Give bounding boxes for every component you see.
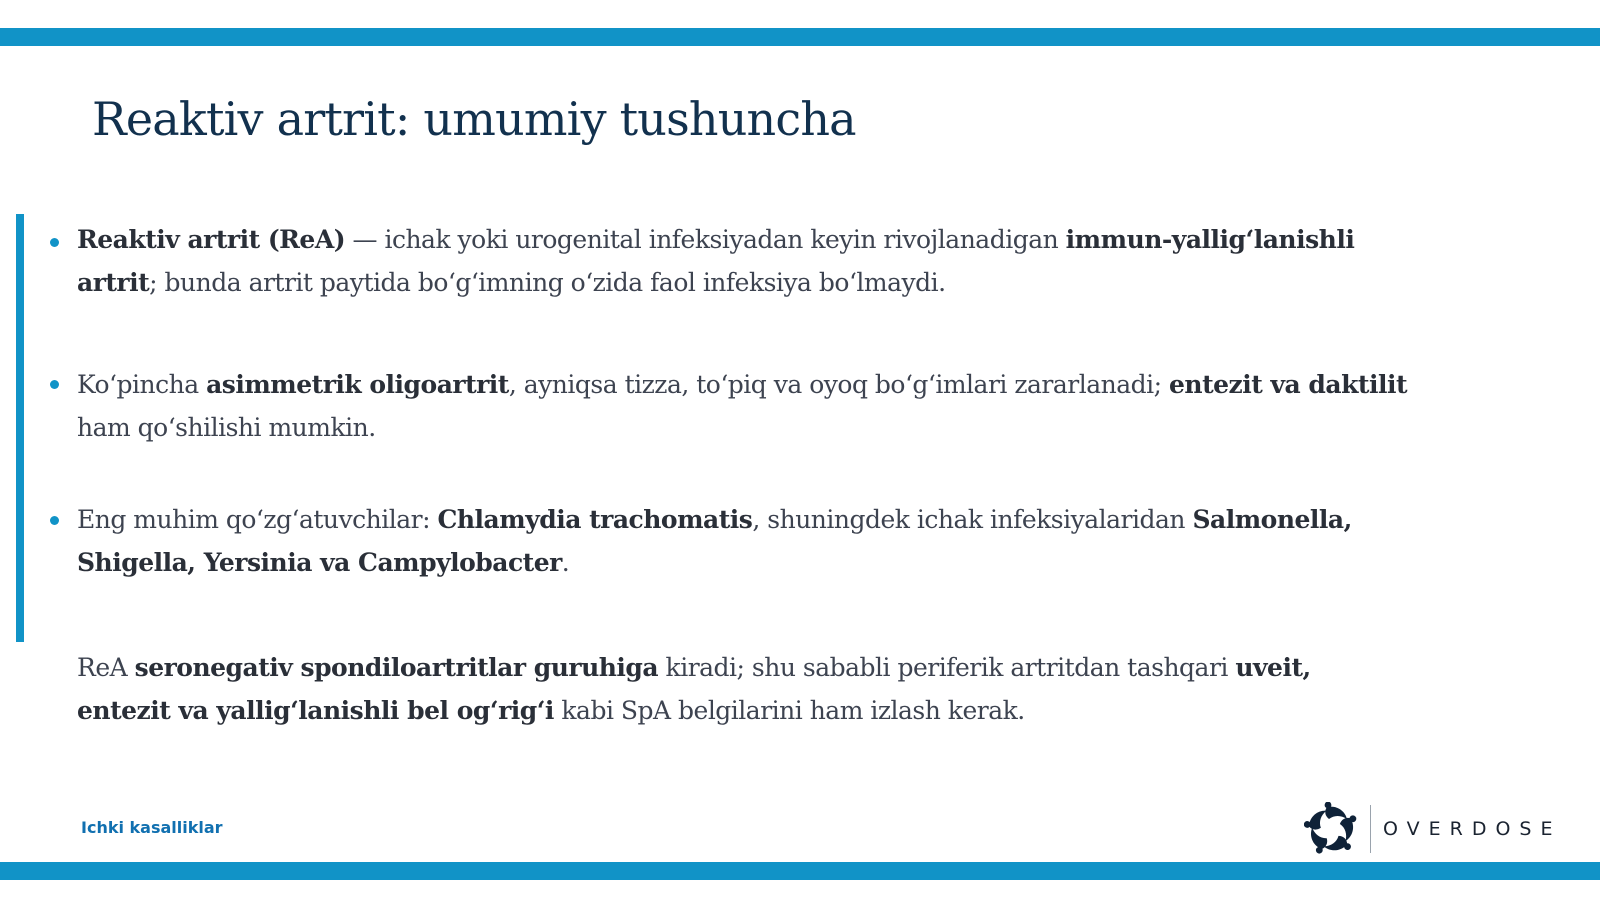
footer-category: Ichki kasalliklar bbox=[81, 818, 223, 837]
text-run: ; bunda artrit paytida bo‘g‘imning o‘zida faol infeksiya bo‘lmaydi. bbox=[149, 268, 946, 297]
bullet-dot-icon bbox=[50, 238, 59, 247]
bold-text: asimmetrik oligoartrit bbox=[206, 370, 509, 399]
text-run: , shuningdek ichak infeksiyalaridan bbox=[752, 505, 1193, 534]
bold-text: immun-yallig‘lanishli artrit bbox=[77, 225, 1355, 297]
bullet-dot-icon bbox=[50, 516, 59, 525]
logo-divider bbox=[1370, 805, 1371, 853]
bold-text: seronegativ spondiloartritlar guruhiga bbox=[134, 653, 659, 682]
bold-text: Chlamydia trachomatis bbox=[437, 505, 753, 534]
bold-text: Reaktiv artrit (ReA) bbox=[77, 225, 346, 254]
text-run: kabi SpA belgilarini ham izlash kerak. bbox=[553, 696, 1025, 725]
bullet-item bbox=[77, 363, 1407, 449]
bold-text: uveit, entezit va yallig‘lanishli bel og‘rig‘i bbox=[77, 653, 1311, 725]
text-run: . bbox=[561, 548, 570, 577]
bullet-item bbox=[77, 218, 1407, 304]
text-run: ham qo‘shilishi mumkin. bbox=[77, 413, 376, 442]
text-run: ReA bbox=[77, 653, 135, 682]
left-accent-bar bbox=[16, 214, 24, 642]
overdose-logo-icon bbox=[1304, 802, 1358, 856]
bold-text: Salmonella, Shigella, Yersinia va Campylobacter bbox=[77, 505, 1352, 577]
brand-name: OVERDOSE bbox=[1383, 818, 1562, 840]
text-run: , ayniqsa tizza, to‘piq va oyoq bo‘g‘imlari zararlanadi; bbox=[508, 370, 1169, 399]
text-run: kiradi; shu sababli periferik artritdan tashqari bbox=[658, 653, 1236, 682]
bullet-item bbox=[77, 498, 1407, 584]
bottom-accent-band bbox=[0, 862, 1600, 880]
bold-text: entezit va daktilit bbox=[1169, 370, 1407, 399]
bullet-dot-icon bbox=[50, 380, 59, 389]
slide-title: Reaktiv artrit: umumiy tushuncha bbox=[92, 92, 856, 146]
text-run: Eng muhim qo‘zg‘atuvchilar: bbox=[77, 505, 438, 534]
summary-note bbox=[77, 646, 1407, 732]
text-run: — ichak yoki urogenital infeksiyadan keyin rivojlanadigan bbox=[345, 225, 1066, 254]
text-run: Ko‘pincha bbox=[77, 370, 207, 399]
top-accent-band bbox=[0, 28, 1600, 46]
